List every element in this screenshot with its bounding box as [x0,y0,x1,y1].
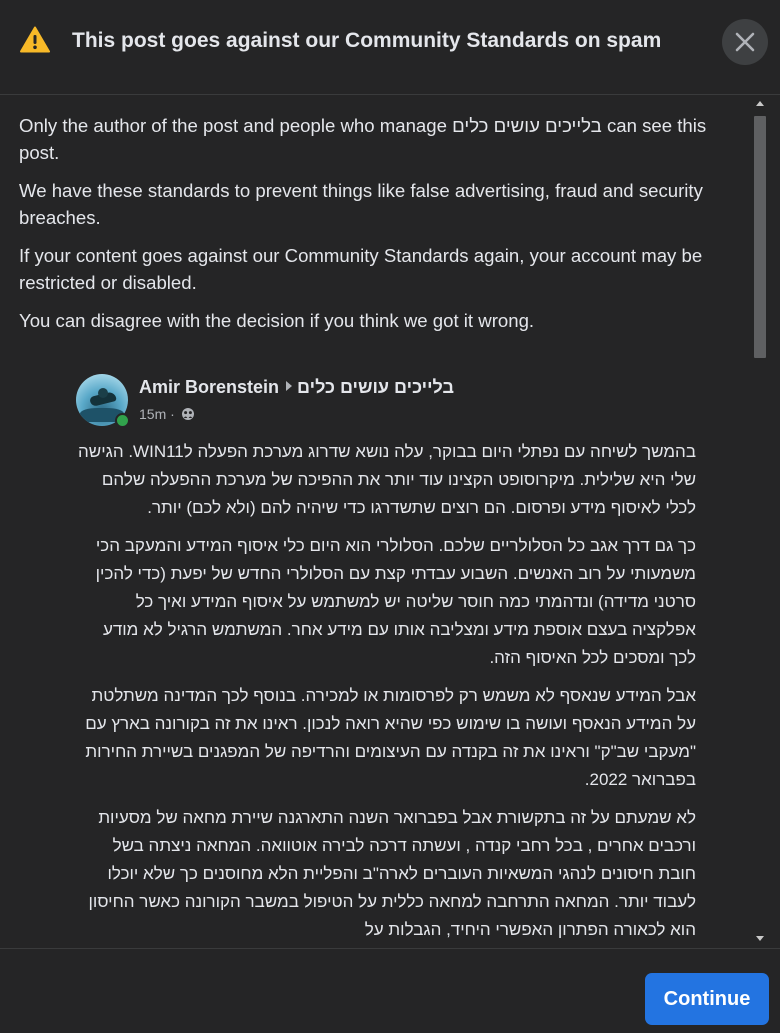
dialog-title: This post goes against our Community Standards on spam [72,29,662,52]
account-warning: If your content goes against our Community Standards again, your account may be restricted or disabled. [19,245,703,293]
post-meta [139,406,195,422]
disagree-notice: You can disagree with the decision if you think we got it wrong. [19,310,535,331]
continue-button[interactable]: Continue [645,973,769,1025]
scrollbar[interactable] [752,96,768,948]
post-time[interactable]: 15m [139,406,167,422]
scrollbar-thumb[interactable] [754,116,766,358]
arrow-right-icon [286,381,292,391]
visibility-notice-tail: can see this post. [19,115,707,163]
dialog-content[interactable] [0,96,750,948]
visibility-notice-lead: Only the author of the post and people who manage [19,115,453,136]
warning-triangle-icon [20,26,50,53]
post-author[interactable]: Amir Borenstein [139,377,280,397]
removed-post-preview [74,374,696,944]
standards-reason: We have these standards to prevent things like false advertising, fraud and security breaches. [19,180,703,228]
meta-separator: · [170,406,175,422]
group-privacy-icon [181,407,195,421]
group-name-inline: בלייכים עושים כלים [452,115,602,136]
post-header [139,377,454,398]
scroll-down-arrow-icon[interactable] [756,936,764,941]
close-button[interactable] [722,19,768,65]
dialog-footer [0,948,780,1033]
post-body [74,374,696,944]
scroll-up-arrow-icon[interactable] [756,101,764,106]
post-paragraph: בהמשך לשיחה עם נפתלי היום בבוקר, עלה נושא שדרוג מערכת הפעלה לWIN11. הגישה שלי היא שלילית. מיקרוסופט הקצינו עוד יותר את ההפיכה של מערכת ההפעלה שלהם לכלי לאיסוף מידע ופרסום. הם רוצים שתשדרגו כדי שיהיה להם (ולא לכם) יותר. [78,442,696,517]
online-status-dot [115,413,130,428]
visibility-notice [19,112,742,166]
dialog-header [0,0,780,95]
post-paragraph: אבל המידע שנאסף לא משמש רק לפרסומות או למכירה. בנוסף לכך המדינה משתלטת על המידע הנאסף ועושה בו שימוש כפי שהיא רואה לנכון. ראינו את זה בקורונה בארץ עם "מעקבי שב"ק" וראינו את זה בקנדה עם העיצומים והרדיפה של המפגנים בשיירת החירות בפברואר 2022. [85,686,696,789]
post-paragraph: כך גם דרך אגב כל הסלולריים שלכם. הסלולרי הוא היום כלי איסוף המידע והמעקב הכי משמעותי על רוב האנשים. השבוע עבדתי קצת עם הסלולרי החדש של יפעת (כדי להכין סרטני מדידה) ונדהמתי כמה חוסר שליטה יש למשתמש על איסוף המידע ואיך כל אפלקציה בעצם אוספת מידע ומצליבה אותו עם מידע אחר. המשתמש הרגיל לא מודע לכך ומסכים לכל האיסוף הזה. [95,536,696,667]
post-group[interactable]: בלייכים עושים כלים [297,377,454,397]
close-icon [734,31,756,53]
post-paragraph: לא שמעתם על זה בתקשורת אבל בפברואר השנה התארגנה שיירת מחאה של מסעיות ורכבים אחרים , בכל רחבי קנדה , ועשתה דרכה לבירה אוטוואה. המחאה ניצתה בשל חובת חיסונים לנהגי המשאיות העוברים לארה"ב והפליית הלא מחוסנים כך שלא יוכלו לעבוד יותר. המחאה התרחבה למחאה כללית על הטיפול במשבר הקורונה כאשר החיסון הוא לכאורה הפתרון האפשרי היחיד, הגבלות על [88,808,696,939]
